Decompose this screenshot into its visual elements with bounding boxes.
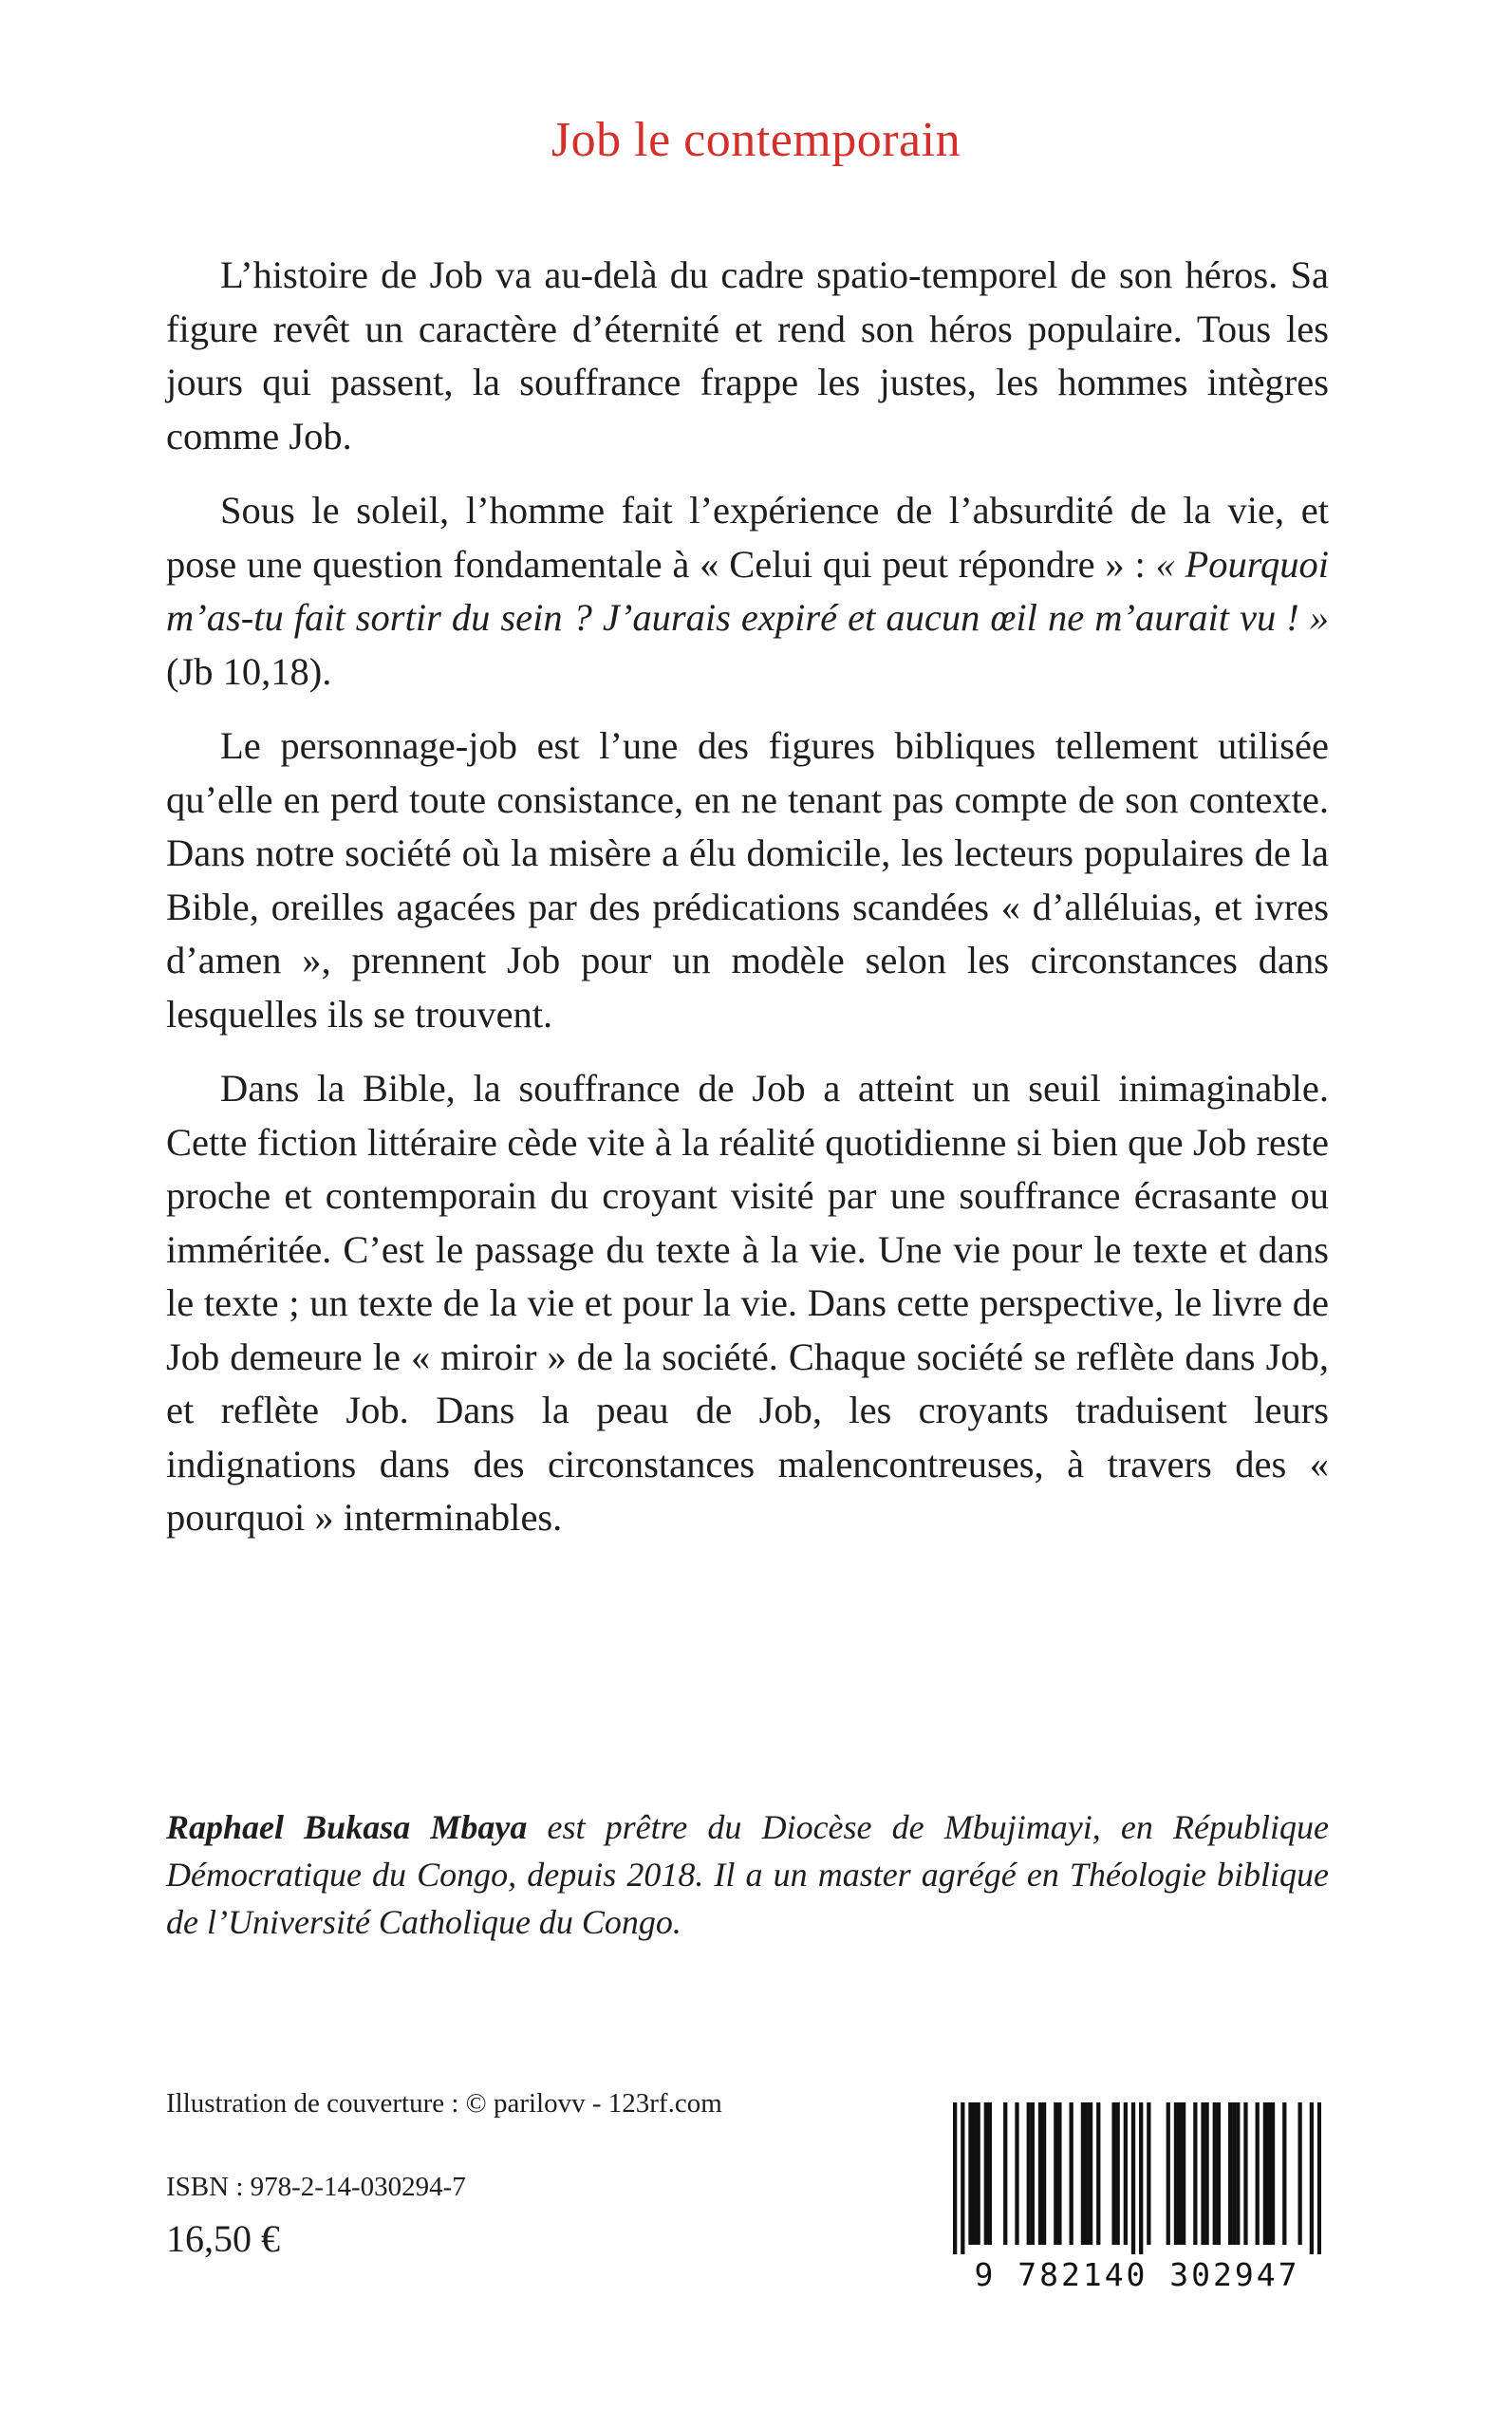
barcode-bar xyxy=(972,2102,976,2245)
barcode-bar xyxy=(984,2102,988,2245)
barcode-bars xyxy=(953,2102,1321,2254)
paragraph-4: Dans la Bible, la souffrance de Job a atteint un seuil inimaginable. Cette fiction littéraire cède vite à la réalité quotidienne si bien que Job reste proche et contemporain du croyant visité par une souffrance écrasante ou imméritée. C’est le passage du texte à la vie. Une vie pour le texte et dans le texte ; un texte de la vie et pour la vie. Dans cette perspective, le livre de Job demeure le « miroir » de la société. Chaque société se reflète dans Job, et reflète Job. Dans la peau de Job, les croyants traduisent leurs indignations dans des circonstances malencontreuses, à travers des « pourquoi » interminables. xyxy=(166,1067,1329,1539)
paragraph-2 xyxy=(166,484,1329,699)
barcode-bar xyxy=(1070,2102,1073,2245)
barcode-bar xyxy=(1228,2102,1232,2245)
barcode-bar xyxy=(1282,2102,1286,2245)
barcode-bar xyxy=(1027,2102,1031,2245)
barcode-bar xyxy=(1116,2102,1120,2245)
barcode-bar xyxy=(1174,2102,1178,2245)
barcode-bar xyxy=(1232,2102,1236,2245)
barcode-bar xyxy=(1243,2102,1247,2245)
barcode-digits: 9 782140 302947 xyxy=(974,2256,1300,2293)
barcode-bar xyxy=(968,2102,972,2245)
barcode-bar xyxy=(1139,2102,1143,2254)
barcode-bar xyxy=(1213,2102,1217,2245)
barcode-bar xyxy=(1182,2102,1185,2245)
barcode-bar xyxy=(1057,2102,1061,2245)
book-title: Job le contemporain xyxy=(551,113,961,167)
barcode-bar xyxy=(1256,2102,1260,2245)
barcode-bar xyxy=(1167,2102,1170,2245)
barcode-bar xyxy=(1263,2102,1267,2245)
barcode-bar xyxy=(1317,2102,1321,2254)
barcode-bar xyxy=(1085,2102,1089,2245)
back-cover-text xyxy=(166,249,1329,1566)
author-bio-text: est prêtre du Diocèse de Mbujimayi, en République Démocratique du Congo, depuis 2018. Il a un master agrégé en Théologie biblique de l’Université Catholique du Congo. xyxy=(166,1808,1329,1941)
price: 16,50 € xyxy=(166,2217,280,2260)
paragraph-3: Le personnage-job est l’une des figures bibliques tellement utilisée qu’elle en perd toute consistance, en ne tenant pas compte de son contexte. Dans notre société où la misère a élu domicile, les lecteurs populaires de la Bible, oreilles agacées par des prédications scandées « d’alléluias, et ivres d’amen », prennent Job pour un modèle selon les circonstances dans lesquelles ils se trouvent. xyxy=(166,724,1329,1036)
barcode-bar xyxy=(1204,2102,1208,2245)
barcode-bar xyxy=(961,2102,964,2254)
barcode-bar xyxy=(1271,2102,1275,2245)
barcode-bar xyxy=(1111,2102,1115,2245)
barcode-bar xyxy=(1042,2102,1046,2245)
barcode-bar xyxy=(1131,2102,1135,2254)
job-quote: « Pourquoi m’as-tu fait sortir du sein ? J’aurais expiré et aucun œil ne m’aurait vu ! » xyxy=(166,542,1330,639)
barcode-bar xyxy=(1124,2102,1128,2245)
isbn: ISBN : 978-2-14-030294-7 xyxy=(166,2172,466,2202)
author-bio xyxy=(166,1803,1329,1946)
barcode-bar xyxy=(977,2102,980,2245)
barcode-bar xyxy=(1003,2102,1007,2245)
barcode-bar xyxy=(1297,2102,1301,2245)
paragraph-2-intro: Sous le soleil, l’homme fait l’expérience de l’absurdité de la vie, et pose une question fondamentale à « Celui qui peut répondre » : xyxy=(166,489,1329,586)
barcode-bar xyxy=(1081,2102,1085,2245)
author-name: Raphael Bukasa Mbaya xyxy=(166,1808,528,1846)
paragraph-1: L’histoire de Job va au-delà du cadre spatio-temporel de son héros. Sa figure revêt un caractère d’éternité et rend son héros populaire. Tous les jours qui passent, la souffrance frappe les justes, les hommes intègres comme Job. xyxy=(166,253,1329,458)
barcode-bar xyxy=(1089,2102,1092,2245)
barcode-bar xyxy=(1193,2102,1197,2245)
cover-illustration-credit: Illustration de couverture : © parilovv - 123rf.com xyxy=(166,2088,722,2119)
barcode-bar xyxy=(1054,2102,1057,2245)
barcode-bar xyxy=(1096,2102,1100,2245)
barcode-bar xyxy=(1147,2102,1150,2245)
barcode-bar xyxy=(1201,2102,1204,2245)
barcode-bar xyxy=(1038,2102,1042,2245)
barcode-bar xyxy=(953,2102,957,2254)
barcode-bar xyxy=(1310,2102,1314,2254)
barcode-bar xyxy=(1267,2102,1271,2245)
barcode xyxy=(934,2093,1340,2300)
verse-reference: (Jb 10,18). xyxy=(166,649,332,693)
barcode-bar xyxy=(1015,2102,1018,2245)
barcode-bar xyxy=(1031,2102,1035,2245)
barcode-bar xyxy=(1236,2102,1240,2245)
barcode-bar xyxy=(988,2102,992,2245)
barcode-bar xyxy=(1217,2102,1221,2245)
barcode-bar xyxy=(1178,2102,1182,2245)
